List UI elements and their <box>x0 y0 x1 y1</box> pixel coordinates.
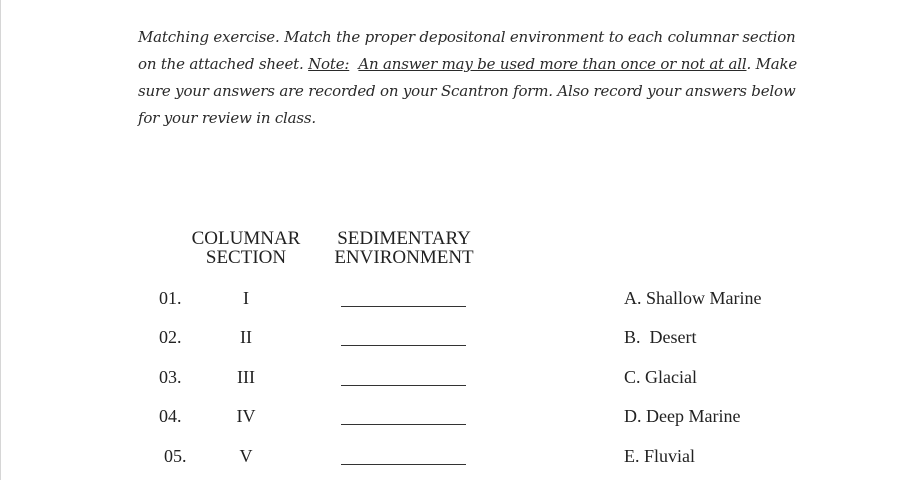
row-number: 04. <box>159 406 182 426</box>
instructions-line-2-start: on the attached sheet. <box>138 55 309 73</box>
instructions-paragraph <box>138 24 818 132</box>
columnar-section-header <box>181 229 311 267</box>
instructions-line-4: for your review in class. <box>138 109 316 127</box>
environment-header-line-1: SEDIMENTARY <box>337 228 471 249</box>
answer-row <box>0 406 920 430</box>
row-section: II <box>240 327 252 347</box>
answer-blank[interactable] <box>341 385 466 386</box>
row-section: V <box>239 446 253 466</box>
answer-blank[interactable] <box>341 345 466 346</box>
answer-row <box>0 446 920 470</box>
instructions-line-2-end: . Make <box>746 55 798 73</box>
row-section: III <box>237 367 255 387</box>
answer-blank[interactable] <box>341 424 466 425</box>
sedimentary-environment-header <box>323 229 485 267</box>
instructions-line-2 <box>138 51 818 78</box>
answer-row <box>0 288 920 312</box>
row-number: 01. <box>159 288 182 308</box>
option-deep-marine: D. Deep Marine <box>624 406 741 426</box>
row-section: I <box>243 288 249 308</box>
instructions-line-1: Matching exercise. Match the proper depositonal environment to each columnar section <box>138 28 796 46</box>
option-shallow-marine: A. Shallow Marine <box>624 288 762 308</box>
row-number: 03. <box>159 367 182 387</box>
note-label: Note: <box>308 55 350 73</box>
answer-blank[interactable] <box>341 306 466 307</box>
answer-blank[interactable] <box>341 464 466 465</box>
answer-row <box>0 367 920 391</box>
row-number: 05. <box>164 446 187 466</box>
option-glacial: C. Glacial <box>624 367 697 387</box>
instructions-line-3: sure your answers are recorded on your Scantron form. Also record your answers below <box>138 82 796 100</box>
environment-header-line-2: ENVIRONMENT <box>334 247 474 268</box>
note-text: An answer may be used more than once or not at all <box>358 55 747 73</box>
columnar-header-line-1: COLUMNAR <box>191 228 301 249</box>
option-fluvial: E. Fluvial <box>624 446 695 466</box>
columnar-header-line-2: SECTION <box>205 247 287 268</box>
row-number: 02. <box>159 327 182 347</box>
option-desert: B. Desert <box>624 327 697 347</box>
answer-row <box>0 327 920 351</box>
row-section: IV <box>236 406 256 426</box>
